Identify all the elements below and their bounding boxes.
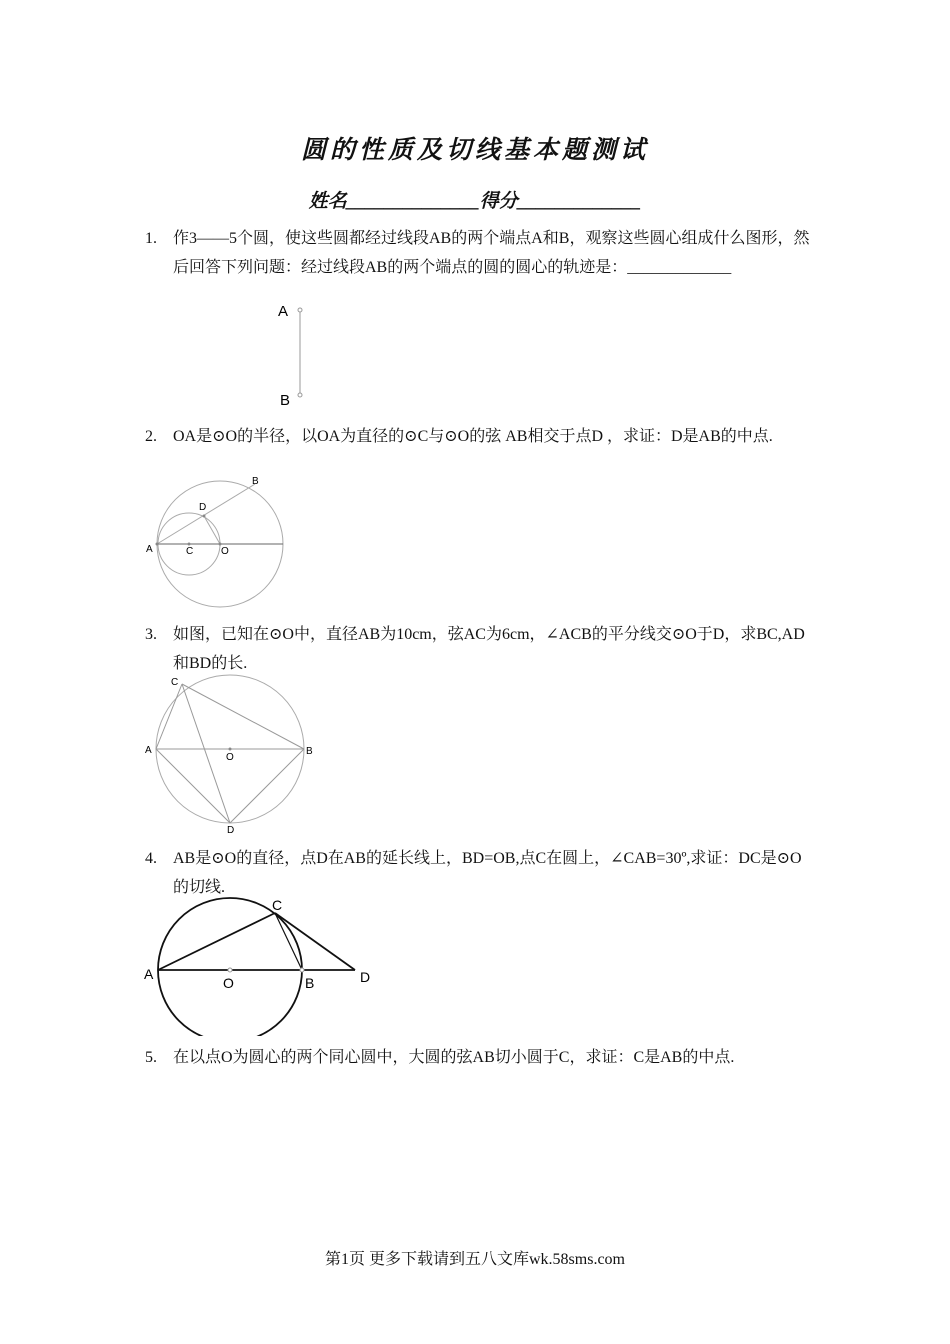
label-c: C <box>272 897 283 913</box>
page-title: 圆的性质及切线基本题测试 <box>300 137 649 164</box>
figure-4 <box>140 896 380 1036</box>
chord-ad <box>156 749 230 823</box>
chord-ac <box>156 684 182 749</box>
point-a <box>156 543 159 546</box>
question-text: AB是⊙O的直径，点D在AB的延长线上，BD=OB,点C在圆上，∠CAB=30º,求证：DC是⊙O的切线. <box>173 850 802 896</box>
point-b <box>298 393 302 397</box>
label-d: D <box>199 502 207 513</box>
question-number: 3. <box>145 626 157 643</box>
question-text: OA是⊙O的半径，以OA为直径的⊙C与⊙O的弦 AB相交于点D ，求证：D是AB的中点. <box>173 428 773 445</box>
label-b: B <box>280 392 291 409</box>
label-c: C <box>186 546 194 557</box>
point-d <box>203 515 206 518</box>
question-4 <box>145 844 810 902</box>
question-1 <box>145 224 810 282</box>
chord-bc <box>182 684 304 749</box>
figure-segment-ab <box>270 298 320 410</box>
chord-ab <box>157 484 255 544</box>
page-footer: 第1页 更多下载请到五八文库wk.58sms.com <box>324 1251 625 1268</box>
label-d: D <box>360 969 371 985</box>
question-text: 在以点O为圆心的两个同心圆中，大圆的弦AB切小圆于C，求证：C是AB的中点. <box>173 1049 735 1066</box>
question-2 <box>145 422 810 451</box>
question-number: 5. <box>145 1049 157 1066</box>
point-o <box>229 748 232 751</box>
label-d: D <box>227 825 235 836</box>
label-o: O <box>221 546 229 557</box>
name-score-line: 姓名______________得分_____________ <box>308 191 642 212</box>
label-a: A <box>146 544 153 555</box>
label-o: O <box>223 975 234 991</box>
figure-3 <box>140 670 320 840</box>
chord-cd <box>182 684 230 823</box>
label-a: A <box>145 745 152 756</box>
label-a: A <box>144 966 154 982</box>
question-5 <box>145 1043 810 1072</box>
segment-od <box>204 516 220 544</box>
label-b: B <box>306 746 313 757</box>
chord-bd <box>230 749 304 823</box>
label-c: C <box>171 677 179 688</box>
point-o <box>228 968 232 972</box>
question-number: 1. <box>145 230 157 247</box>
label-b: B <box>252 476 259 487</box>
circle-o <box>158 898 302 1036</box>
question-text: 如图，已知在⊙O中，直径AB为10cm，弦AC为6cm，∠ACB的平分线交⊙O于D，求BC,AD和BD的长. <box>173 626 805 672</box>
figure-2 <box>140 472 300 612</box>
point-a <box>298 308 302 312</box>
label-o: O <box>226 752 234 763</box>
question-number: 2. <box>145 428 157 445</box>
question-text: 作3——5个圆，使这些圆都经过线段AB的两个端点A和B，观察这些圆心组成什么图形，然后回答下列问题：经过线段AB的两个端点的圆的圆心的轨迹是：_____________ <box>173 230 810 276</box>
label-b: B <box>305 975 315 991</box>
question-number: 4. <box>145 850 157 867</box>
tangent-dc <box>275 913 355 970</box>
point-b <box>300 968 304 972</box>
label-a: A <box>278 303 289 320</box>
